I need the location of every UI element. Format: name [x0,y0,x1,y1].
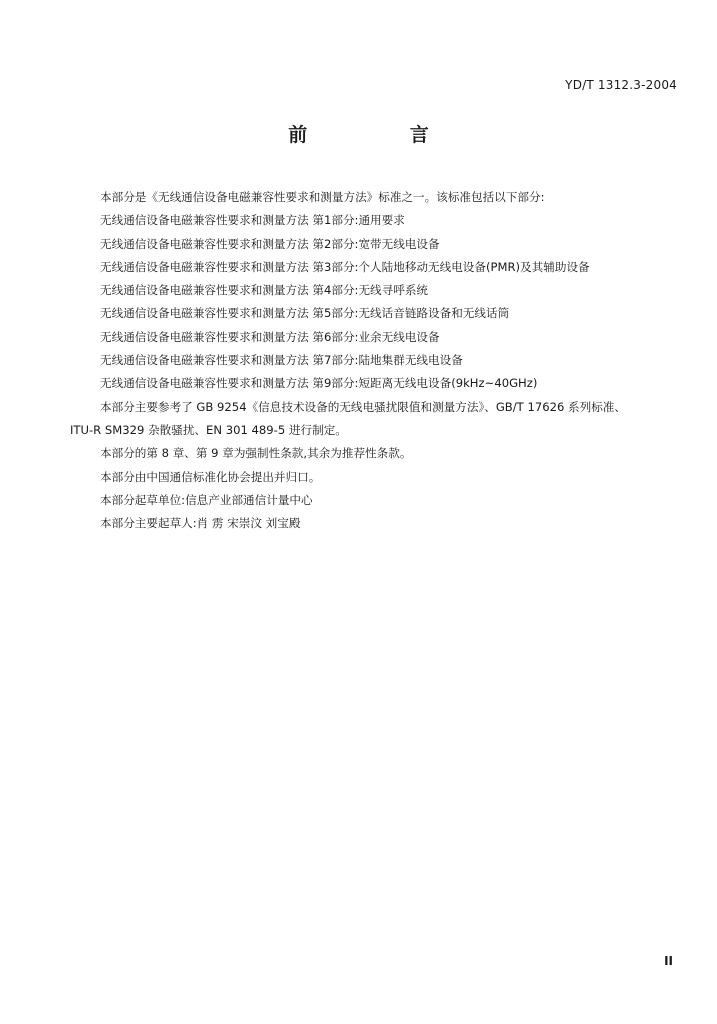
part-list-item: 无线通信设备电磁兼容性要求和测量方法 第1部分:通用要求 [100,213,405,228]
part-list-item: 无线通信设备电磁兼容性要求和测量方法 第5部分:无线话音链路设备和无线话筒 [100,306,510,321]
reference-paragraph [70,396,682,443]
part-list-item: 无线通信设备电磁兼容性要求和测量方法 第7部分:陆地集群无线电设备 [100,353,463,368]
part-list-item: 无线通信设备电磁兼容性要求和测量方法 第4部分:无线寻呼系统 [100,283,429,298]
drafting-unit-paragraph: 本部分起草单位:信息产业部通信计量中心 [100,492,313,507]
part-list-item: 无线通信设备电磁兼容性要求和测量方法 第6部分:业余无线电设备 [100,329,440,344]
part-list-item: 无线通信设备电磁兼容性要求和测量方法 第2部分:宽带无线电设备 [100,236,440,251]
reference-line-1: 本部分主要参考了 GB 9254《信息技术设备的无线电骚扰限值和测量方法》、GB/T 17626 系列标准、 [100,399,626,414]
page-title: 前 言 [288,124,477,146]
part-list-item: 无线通信设备电磁兼容性要求和测量方法 第3部分:个人陆地移动无线电设备(PMR)及其辅助设备 [100,259,590,274]
document-code: YD/T 1312.3-2004 [565,78,677,92]
proposer-paragraph: 本部分由中国通信标准化协会提出并归口。 [100,469,321,484]
mandatory-clause-paragraph: 本部分的第 8 章、第 9 章为强制性条款,其余为推荐性条款。 [100,446,412,461]
drafters-paragraph: 本部分主要起草人:肖 雳 宋崇汶 刘宝殿 [100,516,301,531]
intro-paragraph: 本部分是《无线通信设备电磁兼容性要求和测量方法》标准之一。该标准包括以下部分: [100,190,545,204]
part-list-item: 无线通信设备电磁兼容性要求和测量方法 第9部分:短距离无线电设备(9kHz~40GHz) [100,376,538,391]
foreword-body [70,186,682,535]
page-number: II [664,954,673,968]
reference-line-2: ITU-R SM329 杂散骚扰、EN 301 489-5 进行制定。 [70,422,347,437]
